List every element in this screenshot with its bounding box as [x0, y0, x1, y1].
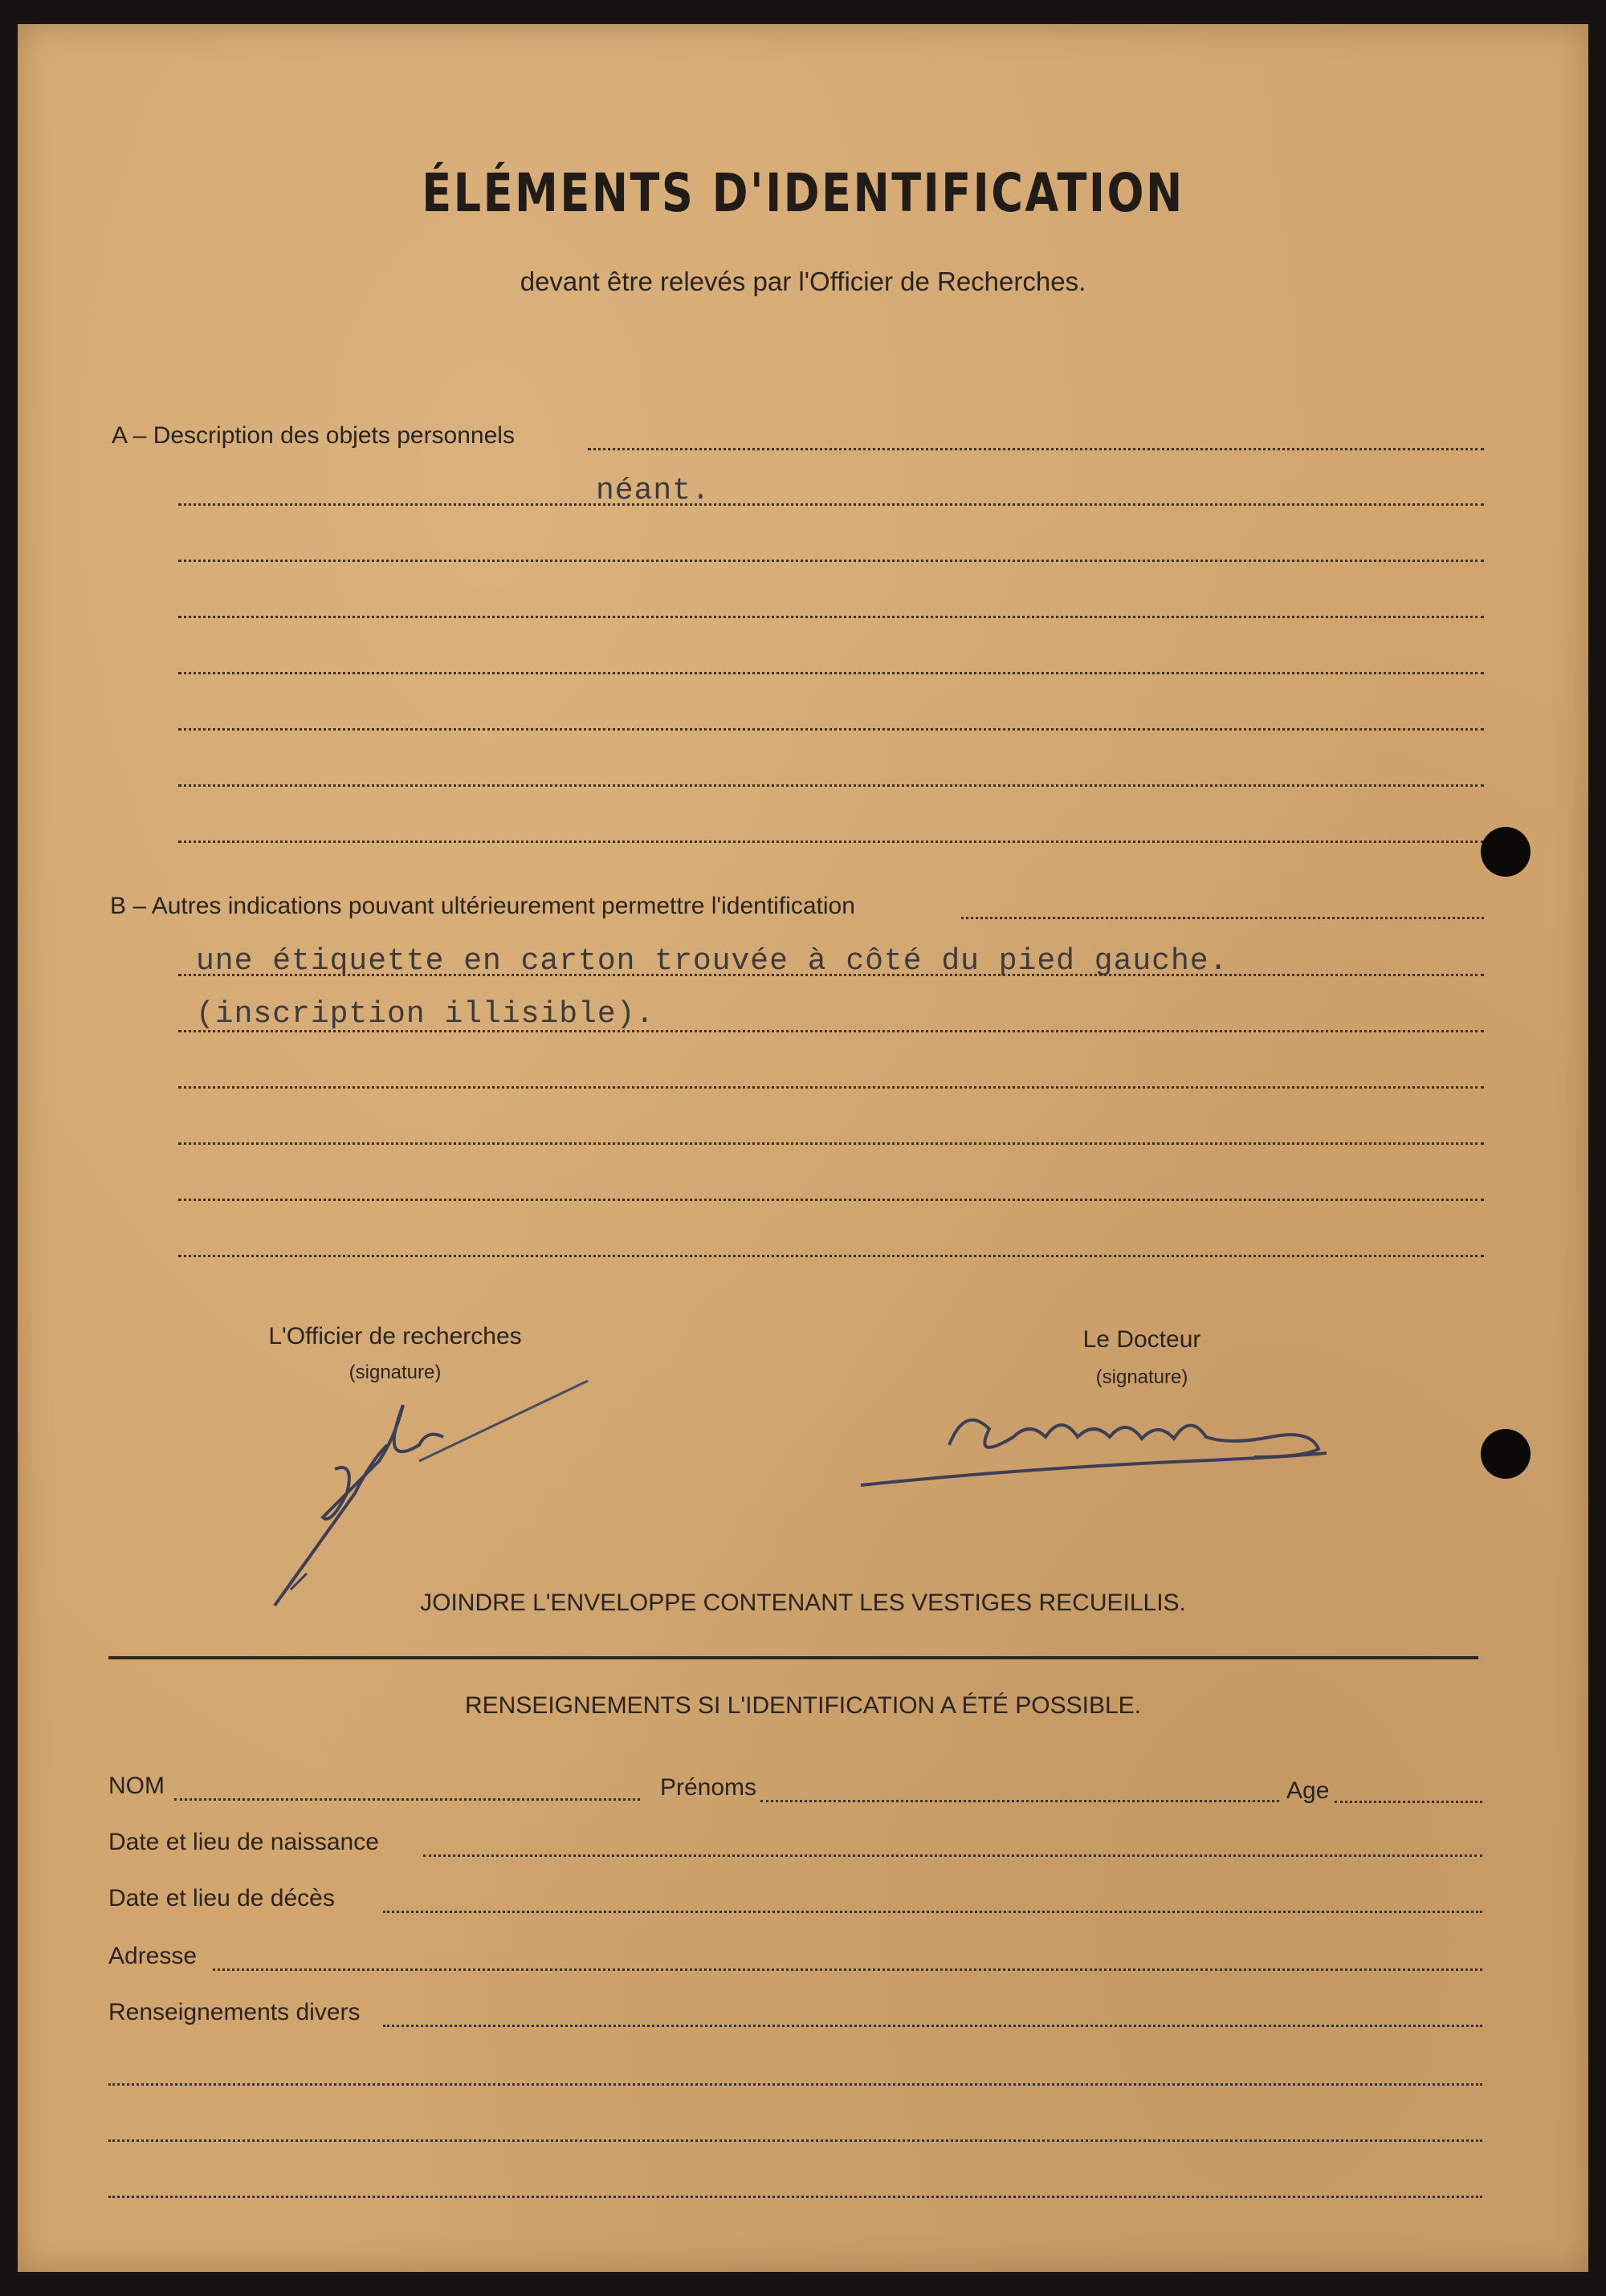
officer-signature-sub: (signature) — [349, 1362, 442, 1383]
section-a-label: A – Description des objets personnels — [112, 422, 515, 449]
divers-field-2 — [108, 2083, 1482, 2086]
section-b-line-1 — [961, 917, 1484, 919]
adresse-field — [213, 1968, 1482, 1971]
section-b-line-7 — [178, 1255, 1484, 1257]
section-divider — [108, 1656, 1478, 1659]
form-subtitle: devant être relevés par l'Officier de Recherches. — [520, 267, 1086, 296]
officer-signature-label: L'Officier de recherches — [268, 1323, 522, 1350]
nom-label: NOM — [108, 1773, 165, 1799]
age-field — [1335, 1801, 1482, 1803]
divers-field-4 — [108, 2196, 1482, 2198]
section-b-label: B – Autres indications pouvant ultérieurement permettre l'identification — [110, 893, 855, 919]
divers-field-1 — [383, 2025, 1482, 2027]
section-a-line-2 — [178, 503, 1484, 506]
divers-field-3 — [108, 2139, 1482, 2142]
section-b-entry-1: une étiquette en carton trouvée à côté du pied gauche. — [196, 944, 1229, 979]
section-a-line-5 — [178, 672, 1484, 674]
prenoms-field — [760, 1800, 1279, 1802]
naissance-field — [423, 1854, 1482, 1857]
deces-label: Date et lieu de décès — [108, 1885, 335, 1911]
deces-field — [383, 1911, 1482, 1913]
section-b-line-5 — [178, 1142, 1484, 1145]
section-a-line-8 — [178, 841, 1484, 843]
age-label: Age — [1286, 1777, 1330, 1804]
section-a-line-4 — [178, 616, 1484, 618]
naissance-label: Date et lieu de naissance — [108, 1829, 379, 1855]
doctor-signature-label: Le Docteur — [1082, 1326, 1201, 1353]
section-a-line-1 — [588, 448, 1484, 450]
doctor-signature — [853, 1381, 1367, 1501]
section-b-line-2 — [178, 974, 1484, 976]
nom-field — [174, 1798, 640, 1801]
divers-label: Renseignements divers — [108, 1999, 361, 2025]
punch-hole-top — [1481, 827, 1531, 877]
section-a-line-3 — [178, 560, 1484, 562]
identification-heading: RENSEIGNEMENTS SI L'IDENTIFICATION A ÉTÉ POSSIBLE. — [464, 1692, 1142, 1719]
section-b-line-3 — [178, 1030, 1484, 1032]
section-a-entry: néant. — [596, 474, 711, 508]
section-b-line-6 — [178, 1199, 1484, 1201]
prenoms-label: Prénoms — [660, 1774, 757, 1801]
section-b-line-4 — [178, 1086, 1484, 1089]
adresse-label: Adresse — [108, 1943, 198, 1969]
form-title: ÉLÉMENTS D'IDENTIFICATION — [422, 162, 1184, 224]
punch-hole-bottom — [1481, 1429, 1531, 1479]
officer-signature — [259, 1373, 612, 1614]
envelope-instruction: JOINDRE L'ENVELOPPE CONTENANT LES VESTIGES RECUEILLIS. — [420, 1590, 1186, 1616]
section-a-line-7 — [178, 784, 1484, 787]
form-sheet — [18, 24, 1588, 2272]
section-b-entry-2: (inscription illisible). — [196, 997, 655, 1032]
section-a-line-6 — [178, 728, 1484, 731]
doctor-signature-sub: (signature) — [1095, 1366, 1188, 1388]
